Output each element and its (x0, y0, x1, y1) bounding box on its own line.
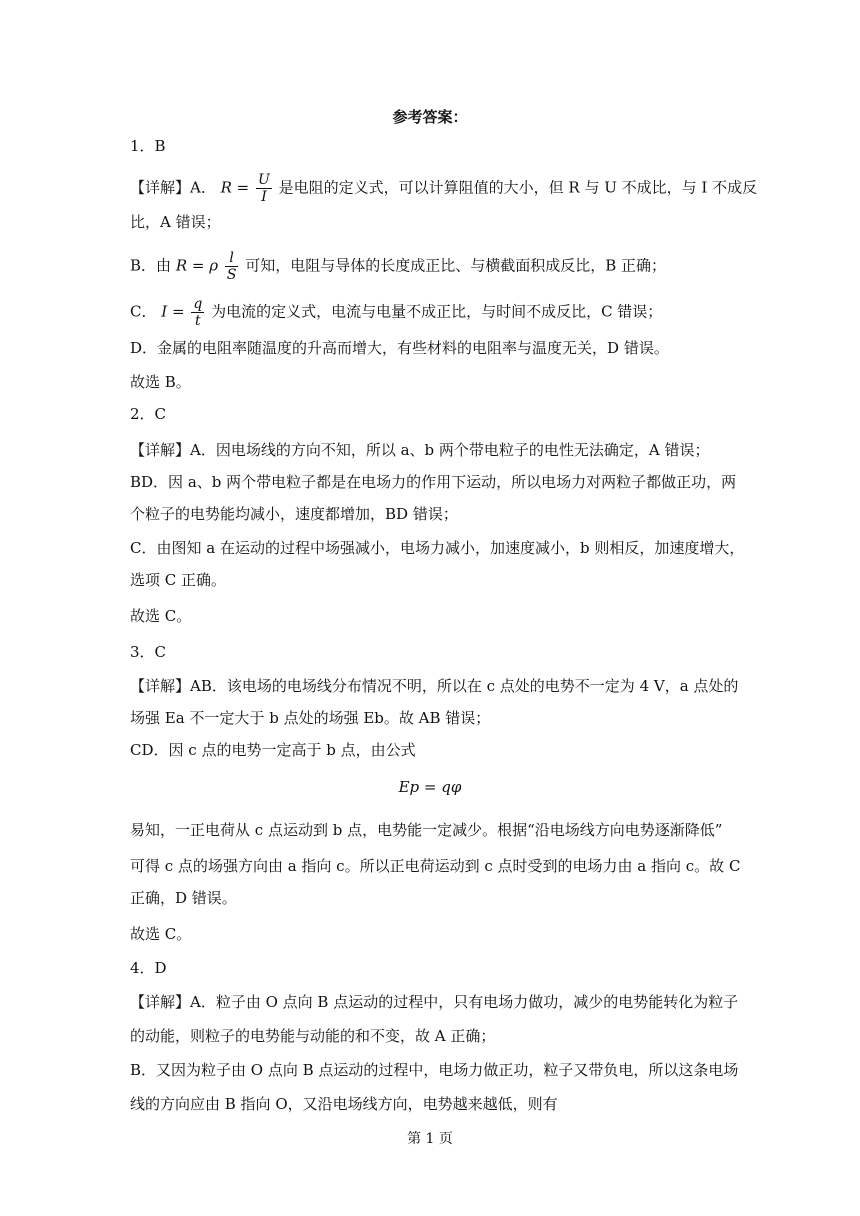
q3-line: 场强 Ea 不一定大于 b 点处的场强 Eb。故 AB 错误； (130, 709, 491, 727)
q2-line: 【详解】A．因电场线的方向不知，所以 a、b 两个带电粒子的电性无法确定，A 错误； (130, 441, 710, 459)
q1-b-text: 可知，电阻与导体的长度成正比、与横截面积成反比，B 正确； (245, 256, 666, 275)
q3-formula: Ep = qφ (398, 778, 462, 796)
q3-answer: 3．C (130, 643, 167, 661)
page-number: 第 1 页 (407, 1131, 453, 1147)
q4-line: 的动能，则粒子的电势能与动能的和不变，故 A 正确； (130, 1027, 496, 1045)
q1-b-fraction (225, 250, 239, 283)
q3-conclusion: 故选 C。 (130, 925, 192, 943)
q3-line: 可得 c 点的场强方向由 a 指向 c。所以正电荷运动到 c 点时受到的电场力由 a 指向 c。故 C (130, 857, 741, 875)
q1-a-formula: R = (220, 178, 250, 197)
q2-line: 个粒子的电势能均减小，速度都增加，BD 错误； (130, 505, 458, 523)
q2-line: BD．因 a、b 两个带电粒子都是在电场力的作用下运动，所以电场力对两粒子都做正功，两 (130, 473, 737, 491)
q4-line: 【详解】A．粒子由 O 点向 B 点运动的过程中，只有电场力做功，减少的电势能转化为粒子 (130, 993, 739, 1011)
q1-conclusion: 故选 B。 (130, 373, 191, 391)
q1-c-prefix: C． (130, 302, 157, 321)
q2-conclusion: 故选 C。 (130, 607, 192, 625)
q1-a-fraction (256, 172, 272, 205)
q3-line: 正确，D 错误。 (130, 889, 237, 907)
q1-b-formula: R = ρ (175, 256, 219, 275)
q4-line: B．又因为粒子由 O 点向 B 点运动的过程中，电场力做正功，粒子又带负电，所以这条电场 (130, 1061, 739, 1079)
q2-answer: 2．C (130, 405, 167, 423)
page-title: 参考答案： (392, 108, 468, 126)
q1-a-denominator: I (261, 189, 267, 205)
q1-a-text: 是电阻的定义式，可以计算阻值的大小，但 R 与 U 不成比，与 I 不成反 (278, 178, 758, 197)
q1-b-prefix: B．由 (130, 256, 172, 275)
q4-answer: 4．D (130, 959, 167, 977)
q3-line: CD．因 c 点的电势一定高于 b 点，由公式 (130, 741, 416, 759)
q2-line: C．由图知 a 在运动的过程中场强减小，电场力减小，加速度减小，b 则相反，加速度增大， (130, 539, 745, 557)
q1-option-c (130, 296, 662, 329)
q2-line: 选项 C 正确。 (130, 571, 227, 589)
q3-line: 易知，一正电荷从 c 点运动到 b 点，电势能一定减少。根据“沿电场线方向电势逐渐降低” (130, 821, 723, 839)
q1-c-fraction (191, 296, 204, 329)
q1-c-denominator: t (194, 313, 201, 329)
q1-answer: 1．B (130, 137, 166, 155)
q1-a-text-cont: 比，A 错误； (130, 213, 221, 231)
q1-option-d: D．金属的电阻率随温度的升高而增大，有些材料的电阻率与温度无关，D 错误。 (130, 339, 669, 357)
q1-c-text: 为电流的定义式，电流与电量不成正比，与时间不成反比，C 错误； (211, 302, 663, 321)
q4-line: 线的方向应由 B 指向 O，又沿电场线方向，电势越来越低，则有 (130, 1095, 558, 1113)
q1-option-b (130, 250, 666, 283)
q1-c-formula: I = (161, 302, 185, 321)
q1-b-numerator: l (225, 250, 239, 267)
q1-option-a (130, 172, 757, 205)
q1-a-numerator: U (258, 172, 270, 188)
q3-line: 【详解】AB．该电场的电场线分布情况不明，所以在 c 点处的电势不一定为 4 V，a 点处的 (130, 677, 739, 695)
q1-a-prefix: 【详解】A． (130, 178, 216, 197)
q1-b-denominator: S (226, 267, 237, 283)
q1-c-numerator: q (193, 296, 203, 312)
